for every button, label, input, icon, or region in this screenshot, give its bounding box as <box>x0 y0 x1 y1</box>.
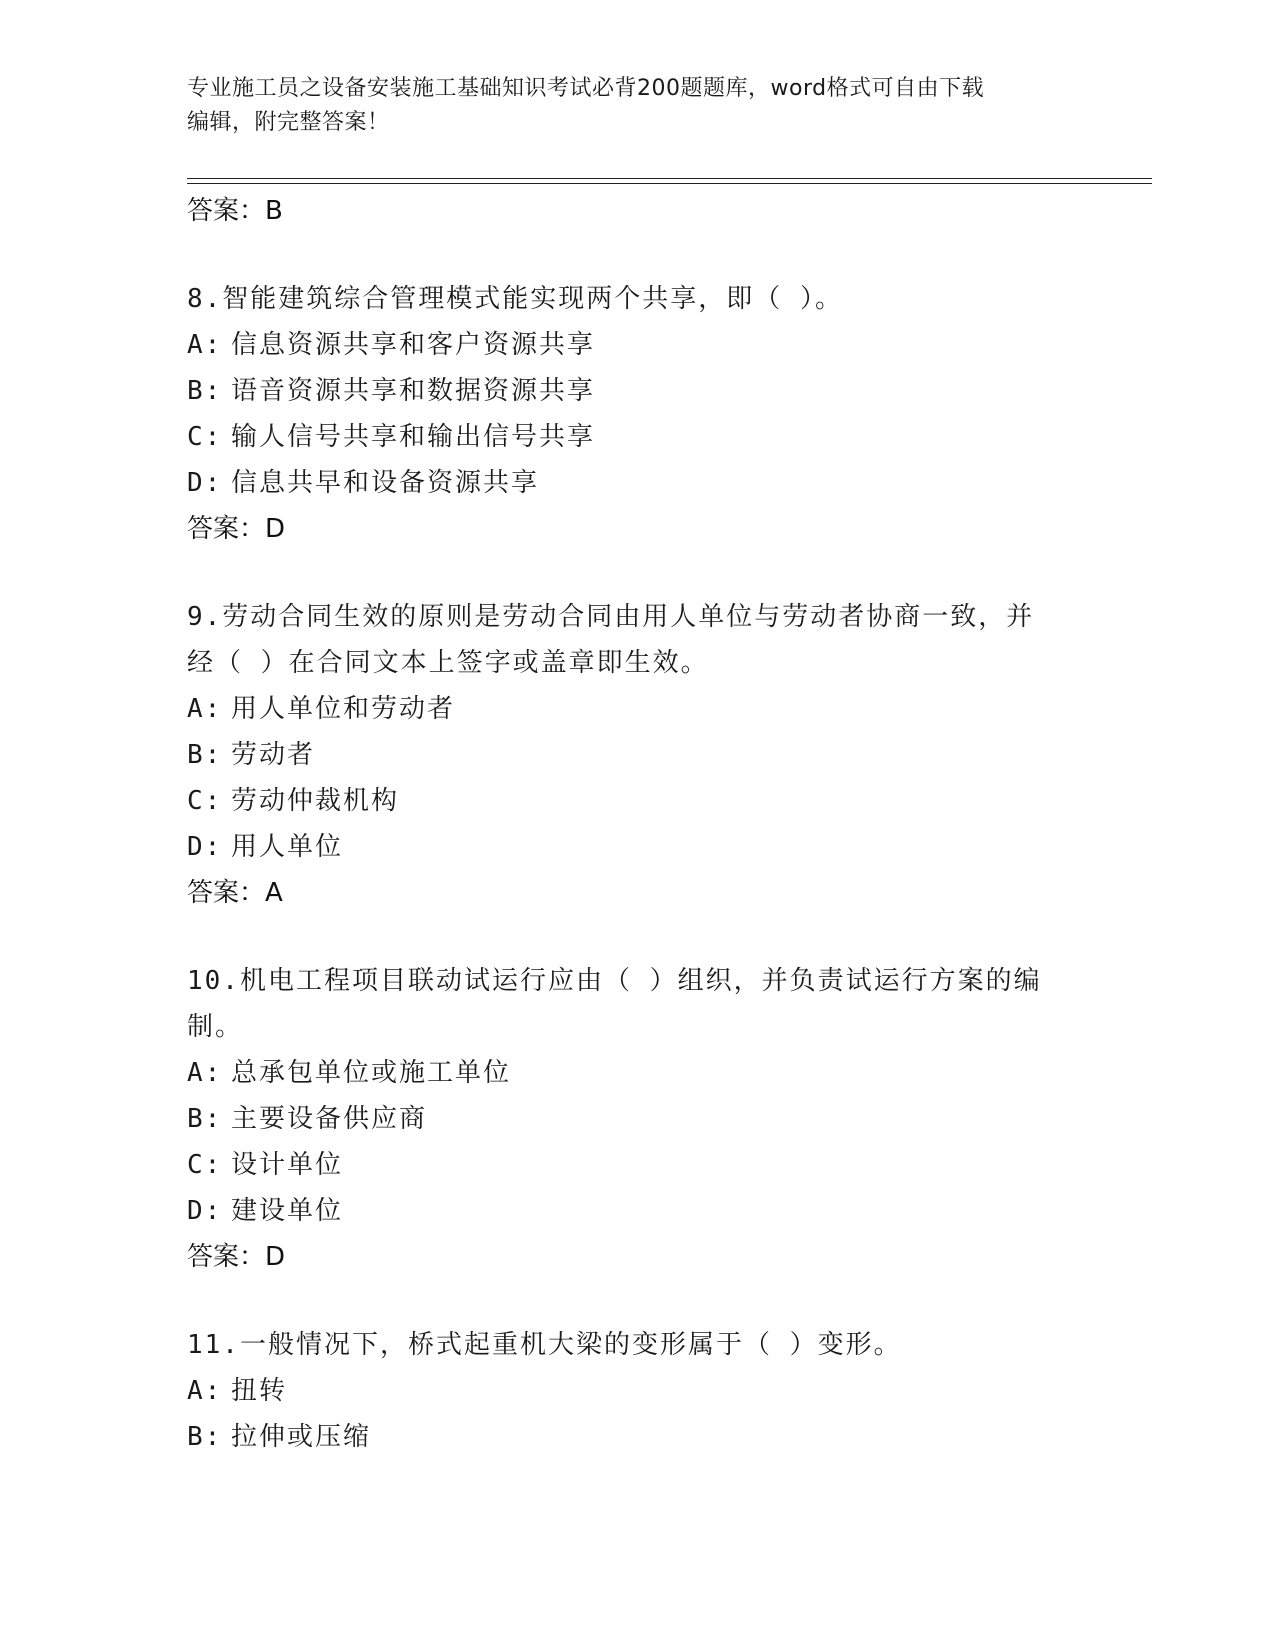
question-text: 制。 <box>187 1012 244 1042</box>
question-block <box>187 1322 1087 1460</box>
option-line <box>187 1188 1087 1234</box>
option-text: 劳动仲裁机构 <box>231 786 400 816</box>
option-label: B: <box>187 1422 223 1452</box>
question-text: 经（ ）在合同文本上签字或盖章即生效。 <box>187 648 709 678</box>
option-line <box>187 1050 1087 1096</box>
option-line <box>187 686 1087 732</box>
question-spacer <box>187 234 1087 276</box>
option-label: D: <box>187 1196 223 1226</box>
option-text: 建设单位 <box>231 1196 344 1226</box>
option-label: B: <box>187 376 223 406</box>
answer-line: 答案：D <box>187 1242 286 1272</box>
option-text: 用人单位和劳动者 <box>231 694 456 724</box>
option-label: C: <box>187 786 223 816</box>
answer-line: 答案：B <box>187 196 283 226</box>
answer-line: 答案：D <box>187 514 286 544</box>
question-spacer <box>187 1280 1087 1322</box>
option-line <box>187 778 1087 824</box>
option-text: 输人信号共享和输出信号共享 <box>231 422 596 452</box>
header-rule-top <box>187 178 1152 179</box>
option-line <box>187 460 1087 506</box>
question-spacer <box>187 916 1087 958</box>
option-line <box>187 732 1087 778</box>
option-text: 劳动者 <box>231 740 316 770</box>
option-text: 信息资源共享和客户资源共享 <box>231 330 596 360</box>
answer-line: 答案：A <box>187 878 283 908</box>
option-text: 拉伸或压缩 <box>231 1422 372 1452</box>
option-label: B: <box>187 740 223 770</box>
option-label: B: <box>187 1104 223 1134</box>
question-block <box>187 276 1087 552</box>
header-rule-bottom <box>187 183 1152 184</box>
option-label: A: <box>187 694 223 724</box>
option-label: A: <box>187 330 223 360</box>
question-text: 11.一般情况下，桥式起重机大梁的变形属于（ ）变形。 <box>187 1330 902 1360</box>
option-label: C: <box>187 1150 223 1180</box>
option-line <box>187 414 1087 460</box>
option-text: 用人单位 <box>231 832 344 862</box>
option-line <box>187 1414 1087 1460</box>
option-label: D: <box>187 468 223 498</box>
option-text: 总承包单位或施工单位 <box>231 1058 512 1088</box>
question-spacer <box>187 552 1087 594</box>
question-text: 9.劳动合同生效的原则是劳动合同由用人单位与劳动者协商一致，并 <box>187 602 1035 632</box>
option-line <box>187 824 1087 870</box>
question-block <box>187 594 1087 916</box>
option-line <box>187 1142 1087 1188</box>
question-block <box>187 958 1087 1280</box>
option-text: 主要设备供应商 <box>231 1104 428 1134</box>
option-line <box>187 368 1087 414</box>
document-header <box>187 72 1067 140</box>
option-label: D: <box>187 832 223 862</box>
option-line <box>187 322 1087 368</box>
option-label: C: <box>187 422 223 452</box>
option-text: 扭转 <box>231 1376 288 1406</box>
header-line-2: 编辑，附完整答案！ <box>187 110 390 135</box>
question-text: 8.智能建筑综合管理模式能实现两个共享，即（ ）。 <box>187 284 843 314</box>
option-text: 信息共早和设备资源共享 <box>231 468 540 498</box>
option-text: 设计单位 <box>231 1150 344 1180</box>
header-line-1: 专业施工员之设备安装施工基础知识考试必背200题题库，word格式可自由下载 <box>187 76 985 101</box>
option-label: A: <box>187 1376 223 1406</box>
option-line <box>187 1368 1087 1414</box>
question-text: 10.机电工程项目联动试运行应由（ ）组织，并负责试运行方案的编 <box>187 966 1042 996</box>
question-list <box>187 188 1087 1460</box>
option-line <box>187 1096 1087 1142</box>
option-label: A: <box>187 1058 223 1088</box>
option-text: 语音资源共享和数据资源共享 <box>231 376 596 406</box>
